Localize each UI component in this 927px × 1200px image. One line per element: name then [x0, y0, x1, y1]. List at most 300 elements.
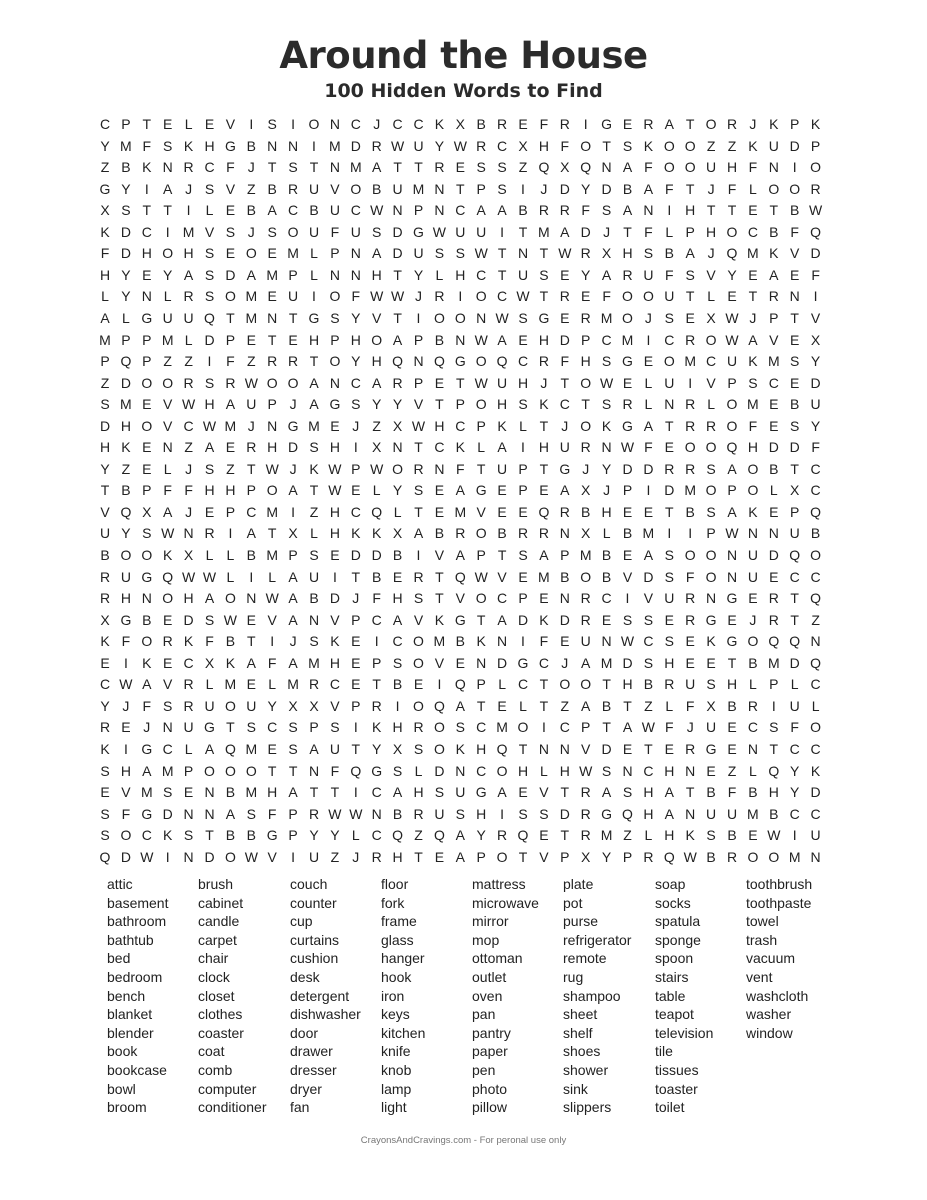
grid-letter: F — [456, 460, 465, 477]
grid-letter: D — [559, 611, 570, 628]
grid-letter: H — [538, 331, 549, 348]
word-list-item: shoes — [563, 1043, 601, 1060]
grid-letter: A — [643, 547, 654, 563]
grid-letter: H — [517, 762, 529, 779]
grid-letter: C — [329, 676, 340, 693]
grid-letter: A — [560, 223, 570, 240]
grid-letter: J — [749, 309, 757, 326]
grid-letter: L — [748, 180, 757, 197]
grid-letter: R — [664, 460, 675, 477]
grid-letter: O — [517, 719, 529, 736]
word-list-item: pantry — [472, 1024, 511, 1041]
grid-letter: M — [161, 331, 174, 348]
grid-letter: J — [540, 180, 548, 197]
grid-letter: N — [768, 525, 779, 542]
grid-letter: E — [748, 266, 758, 283]
grid-letter: T — [727, 202, 737, 219]
grid-letter: G — [141, 309, 153, 326]
grid-letter: R — [371, 137, 382, 154]
grid-letter: I — [291, 503, 296, 520]
grid-letter: S — [267, 223, 277, 240]
grid-letter: O — [224, 590, 236, 607]
grid-letter: M — [224, 676, 237, 693]
grid-letter: I — [583, 116, 588, 132]
grid-letter: O — [162, 374, 174, 391]
grid-letter: O — [705, 568, 717, 585]
grid-letter: Q — [496, 353, 508, 370]
grid-letter: O — [684, 159, 696, 176]
grid-letter: F — [685, 568, 695, 585]
word-list-item: clothes — [198, 1006, 243, 1023]
grid-letter: T — [393, 266, 402, 283]
grid-letter: R — [413, 719, 424, 736]
grid-letter: E — [497, 503, 507, 520]
grid-letter: B — [497, 525, 507, 542]
grid-letter: Q — [392, 827, 404, 844]
grid-letter: S — [246, 805, 256, 822]
grid-letter: C — [810, 460, 821, 477]
grid-letter: S — [413, 590, 424, 607]
word-list-item: chair — [198, 950, 229, 967]
grid-letter: O — [559, 676, 571, 693]
grid-letter: H — [538, 137, 549, 154]
grid-letter: D — [768, 439, 779, 456]
grid-letter: C — [517, 676, 529, 693]
grid-letter: U — [664, 590, 675, 607]
grid-letter: L — [539, 762, 548, 779]
grid-letter: D — [810, 245, 821, 262]
grid-letter: U — [413, 245, 424, 262]
grid-letter: O — [245, 762, 257, 779]
grid-letter: S — [288, 159, 298, 176]
grid-letter: H — [350, 331, 361, 348]
grid-letter: S — [706, 460, 716, 477]
grid-letter: S — [476, 159, 486, 176]
grid-letter: S — [790, 353, 800, 370]
grid-letter: O — [413, 697, 424, 714]
footer-credit: CrayonsAndCravings.com - For peronal use only — [360, 1135, 567, 1146]
grid-letter: F — [644, 223, 653, 240]
grid-letter: L — [665, 697, 674, 714]
grid-letter: P — [622, 482, 633, 499]
grid-letter: E — [330, 547, 340, 563]
grid-letter: W — [641, 719, 655, 736]
grid-letter: J — [143, 719, 151, 736]
grid-letter: G — [141, 805, 153, 822]
grid-letter: Z — [330, 848, 340, 865]
grid-letter: O — [622, 309, 633, 326]
grid-letter: W — [808, 202, 823, 219]
grid-letter: I — [625, 590, 630, 607]
grid-letter: D — [120, 848, 131, 865]
grid-letter: H — [267, 784, 278, 801]
grid-letter: O — [810, 719, 822, 736]
grid-letter: O — [684, 547, 696, 563]
grid-letter: P — [455, 396, 465, 413]
grid-letter: B — [267, 180, 277, 197]
grid-letter: D — [371, 547, 382, 563]
grid-letter: H — [267, 439, 278, 456]
grid-letter: L — [101, 288, 109, 305]
word-list-item: curtains — [290, 931, 340, 948]
grid-letter: I — [688, 525, 693, 542]
word-list-item: refrigerator — [563, 931, 632, 948]
grid-letter: E — [121, 719, 131, 736]
grid-letter: R — [183, 676, 194, 693]
grid-letter: R — [99, 719, 111, 736]
grid-letter: V — [810, 309, 821, 326]
grid-letter: D — [810, 784, 821, 801]
grid-letter: C — [559, 719, 570, 736]
grid-letter: S — [288, 719, 298, 736]
grid-letter: W — [558, 245, 572, 262]
grid-letter: Z — [247, 180, 256, 197]
grid-letter: G — [224, 137, 236, 154]
grid-letter: Y — [372, 396, 382, 413]
grid-letter: O — [768, 180, 780, 197]
grid-letter: G — [371, 762, 383, 779]
grid-letter: S — [204, 266, 215, 283]
grid-letter: R — [371, 848, 382, 865]
grid-letter: O — [496, 762, 508, 779]
grid-letter: B — [392, 547, 403, 563]
grid-letter: O — [475, 288, 487, 305]
grid-letter: U — [726, 805, 738, 822]
grid-letter: K — [121, 439, 131, 456]
grid-letter: C — [350, 116, 361, 132]
grid-letter: O — [747, 482, 759, 499]
grid-row — [94, 610, 836, 631]
grid-letter: R — [685, 396, 696, 413]
grid-letter: N — [329, 374, 340, 391]
grid-letter: E — [622, 374, 633, 391]
grid-letter: W — [725, 309, 739, 326]
grid-letter: X — [100, 611, 110, 628]
grid-letter: N — [350, 245, 361, 262]
grid-letter: D — [789, 137, 800, 154]
grid-letter: Y — [727, 266, 737, 283]
grid-letter: J — [289, 396, 297, 413]
grid-letter: F — [226, 159, 235, 176]
grid-letter: B — [643, 676, 654, 693]
grid-letter: S — [622, 784, 633, 801]
grid-letter: V — [163, 396, 173, 413]
grid-letter: N — [810, 848, 821, 865]
grid-letter: C — [810, 805, 821, 822]
grid-letter: E — [790, 331, 800, 348]
grid-letter: S — [455, 719, 465, 736]
word-list-item: basement — [107, 894, 169, 911]
grid-letter: P — [183, 762, 194, 779]
grid-letter: V — [330, 697, 340, 714]
grid-letter: T — [539, 288, 549, 305]
grid-letter: Y — [790, 784, 800, 801]
word-list-item: couch — [290, 876, 328, 892]
grid-letter: S — [664, 568, 674, 585]
grid-letter: B — [455, 633, 465, 650]
grid-row — [94, 588, 836, 609]
grid-letter: U — [434, 805, 445, 822]
word-list-item: glass — [381, 931, 414, 948]
grid-letter: F — [330, 762, 340, 779]
grid-letter: S — [539, 805, 549, 822]
grid-letter: U — [308, 223, 320, 240]
grid-letter: V — [204, 223, 215, 240]
grid-letter: O — [224, 288, 236, 305]
grid-letter: V — [163, 676, 173, 693]
grid-letter: L — [205, 547, 214, 563]
grid-letter: H — [580, 353, 591, 370]
grid-letter: D — [120, 245, 131, 262]
grid-letter: G — [329, 396, 341, 413]
grid-letter: M — [182, 223, 195, 240]
grid-letter: E — [769, 396, 779, 413]
grid-letter: E — [142, 460, 152, 477]
grid-letter: U — [789, 697, 800, 714]
grid-letter: S — [351, 396, 361, 413]
grid-letter: K — [455, 740, 465, 757]
grid-letter: X — [706, 309, 716, 326]
grid-letter: B — [518, 202, 528, 219]
grid-letter: P — [351, 697, 361, 714]
grid-letter: G — [120, 611, 132, 628]
grid-letter: J — [352, 590, 360, 607]
grid-letter: N — [204, 784, 215, 801]
grid-letter: P — [351, 611, 361, 628]
grid-letter: T — [539, 676, 549, 693]
grid-letter: M — [600, 309, 613, 326]
grid-letter: S — [518, 396, 528, 413]
grid-letter: W — [725, 331, 739, 348]
grid-letter: H — [204, 137, 215, 154]
grid-letter: Q — [371, 503, 383, 520]
grid-letter: O — [475, 525, 487, 542]
grid-letter: T — [727, 654, 737, 671]
grid-letter: D — [204, 848, 215, 865]
grid-letter: E — [748, 202, 758, 219]
grid-letter: M — [684, 353, 697, 370]
word-list-item: table — [655, 987, 686, 1004]
grid-letter: W — [725, 525, 739, 542]
grid-row — [94, 179, 836, 200]
grid-letter: G — [99, 180, 111, 197]
grid-letter: Z — [727, 137, 737, 154]
grid-letter: R — [580, 784, 591, 801]
grid-letter: K — [539, 611, 549, 628]
grid-letter: R — [246, 439, 257, 456]
grid-letter: C — [559, 396, 570, 413]
grid-letter: M — [579, 547, 592, 563]
grid-letter: U — [664, 288, 675, 305]
grid-letter: C — [664, 331, 675, 348]
word-list-item: attic — [107, 876, 133, 892]
grid-letter: E — [643, 353, 654, 370]
grid-letter: W — [181, 396, 196, 413]
grid-letter: W — [202, 417, 217, 434]
grid-letter: P — [142, 482, 152, 499]
grid-letter: C — [643, 762, 654, 779]
grid-letter: Q — [433, 353, 445, 370]
grid-letter: E — [769, 417, 779, 434]
grid-letter: R — [768, 611, 779, 628]
word-list-item: toothpaste — [746, 894, 812, 911]
grid-letter: S — [518, 309, 528, 326]
grid-letter: H — [497, 396, 508, 413]
grid-letter: O — [663, 137, 675, 154]
grid-letter: P — [476, 547, 486, 563]
grid-letter: O — [726, 417, 738, 434]
grid-letter: W — [767, 827, 781, 844]
grid-letter: Z — [100, 374, 110, 391]
grid-letter: A — [204, 439, 215, 456]
grid-letter: W — [453, 137, 467, 154]
grid-letter: E — [622, 503, 633, 520]
grid-letter: T — [309, 482, 319, 499]
grid-letter: E — [351, 654, 361, 671]
grid-letter: E — [246, 676, 256, 693]
word-column — [290, 875, 382, 1117]
grid-letter: H — [643, 784, 654, 801]
grid-letter: F — [665, 180, 674, 197]
grid-letter: M — [642, 525, 655, 542]
grid-letter: R — [580, 309, 591, 326]
grid-row — [94, 782, 836, 803]
grid-letter: Y — [100, 697, 110, 714]
grid-letter: I — [688, 374, 693, 391]
grid-letter: Z — [184, 353, 193, 370]
grid-letter: G — [475, 784, 487, 801]
grid-letter: G — [287, 417, 299, 434]
grid-letter: E — [769, 568, 779, 585]
grid-letter: F — [163, 482, 172, 499]
grid-letter: F — [560, 353, 570, 370]
grid-letter: G — [705, 740, 717, 757]
grid-letter: O — [622, 288, 633, 305]
grid-letter: N — [664, 396, 675, 413]
grid-letter: C — [162, 740, 173, 757]
grid-letter: V — [163, 417, 173, 434]
grid-letter: T — [309, 159, 319, 176]
grid-letter: K — [372, 719, 382, 736]
grid-letter: M — [621, 331, 634, 348]
grid-letter: S — [246, 719, 256, 736]
grid-letter: E — [622, 547, 633, 563]
grid-letter: B — [727, 697, 737, 714]
grid-letter: E — [727, 611, 737, 628]
word-list-item: photo — [472, 1080, 508, 1097]
word-list-item: washer — [746, 1006, 792, 1023]
grid-letter: D — [559, 331, 570, 348]
grid-letter: X — [372, 439, 382, 456]
grid-letter: Y — [121, 525, 131, 542]
grid-letter: C — [141, 827, 152, 844]
grid-letter: T — [351, 740, 361, 757]
grid-letter: E — [142, 266, 152, 283]
grid-letter: L — [811, 697, 820, 714]
grid-letter: D — [392, 245, 403, 262]
grid-letter: E — [539, 827, 549, 844]
grid-letter: S — [163, 137, 173, 154]
grid-letter: F — [644, 159, 653, 176]
grid-letter: G — [601, 116, 613, 132]
grid-letter: E — [392, 568, 403, 585]
grid-letter: N — [601, 439, 612, 456]
grid-letter: C — [476, 762, 487, 779]
grid-letter: L — [393, 503, 402, 520]
grid-letter: T — [163, 202, 172, 219]
grid-letter: G — [141, 568, 153, 585]
grid-letter: T — [539, 417, 549, 434]
grid-letter: I — [792, 827, 797, 844]
grid-letter: D — [622, 654, 633, 671]
word-list-item: sponge — [655, 931, 701, 948]
grid-letter: R — [413, 805, 424, 822]
grid-letter: Y — [372, 740, 382, 757]
grid-letter: N — [601, 159, 612, 176]
grid-letter: C — [643, 633, 654, 650]
grid-letter: W — [265, 590, 279, 607]
grid-letter: S — [518, 805, 528, 822]
grid-letter: Y — [413, 266, 424, 283]
word-list-item: bathtub — [107, 931, 154, 948]
grid-letter: N — [747, 740, 758, 757]
grid-letter: R — [726, 848, 738, 865]
grid-letter: N — [538, 740, 549, 757]
grid-letter: G — [308, 309, 320, 326]
grid-letter: E — [518, 116, 528, 132]
grid-letter: M — [496, 719, 508, 736]
grid-letter: A — [622, 202, 633, 219]
grid-letter: M — [266, 503, 279, 520]
grid-letter: R — [538, 525, 549, 542]
grid-row — [94, 351, 836, 372]
grid-letter: U — [183, 719, 194, 736]
grid-letter: G — [266, 827, 278, 844]
grid-letter: A — [497, 784, 507, 801]
grid-letter: Y — [581, 266, 591, 283]
grid-letter: F — [644, 439, 653, 456]
grid-letter: Q — [663, 848, 675, 865]
grid-letter: L — [602, 525, 611, 542]
grid-letter: L — [644, 374, 653, 391]
grid-letter: M — [329, 137, 341, 154]
grid-letter: Q — [810, 503, 822, 520]
grid-letter: Y — [351, 353, 361, 370]
grid-letter: E — [539, 590, 549, 607]
grid-letter: I — [144, 180, 149, 197]
grid-letter: C — [497, 590, 508, 607]
grid-letter: K — [748, 353, 758, 370]
word-column — [198, 875, 290, 1117]
grid-letter: V — [267, 848, 277, 865]
grid-row — [94, 696, 836, 717]
grid-letter: P — [769, 676, 779, 693]
grid-letter: A — [581, 654, 591, 671]
grid-letter: K — [685, 827, 695, 844]
grid-letter: U — [308, 180, 320, 197]
grid-letter: P — [413, 331, 424, 348]
grid-letter: V — [497, 568, 507, 585]
grid-letter: S — [288, 740, 298, 757]
grid-letter: L — [184, 740, 193, 757]
grid-letter: M — [287, 245, 299, 262]
grid-letter: R — [580, 611, 591, 628]
grid-letter: J — [247, 159, 255, 176]
grid-row — [94, 545, 836, 566]
grid-letter: S — [601, 762, 612, 779]
grid-letter: A — [727, 503, 737, 520]
grid-letter: K — [748, 503, 758, 520]
